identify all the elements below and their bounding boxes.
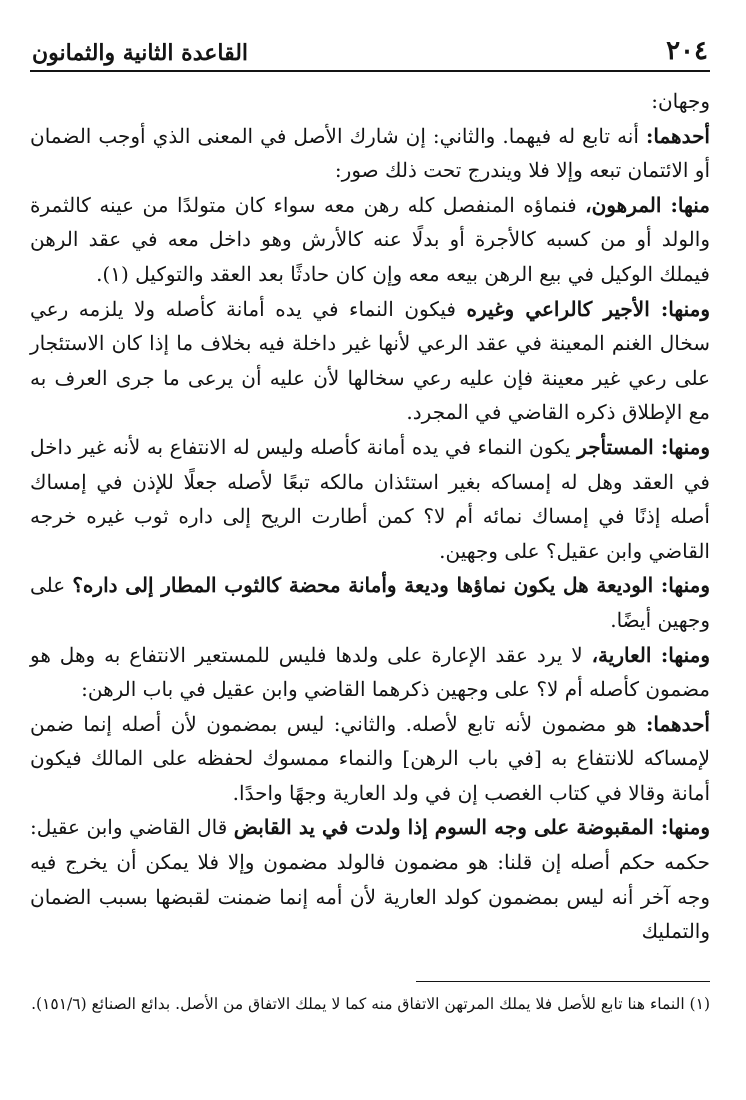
page-header <box>30 30 710 72</box>
paragraph-lead: أحدهما: <box>645 711 710 736</box>
paragraph <box>30 119 710 188</box>
paragraph-text: أنه تابع له فيهما. والثاني: إن شارك الأصل في المعنى الذي أوجب الضمان أو الائتمان تبعه وإلا فلا ويندرج تحت ذلك صور: <box>30 123 710 183</box>
paragraph-lead: ومنها: الوديعة هل يكون نماؤها وديعة وأمانة محضة كالثوب المطار إلى داره؟ <box>72 573 710 598</box>
paragraph-text: على وجهين أيضًا. <box>30 573 710 632</box>
paragraph-lead: ومنها: العارية، <box>591 642 711 667</box>
paragraph-lead: ومنها: المستأجر <box>577 434 710 459</box>
paragraph <box>30 84 710 119</box>
running-title: القاعدة الثانية والثمانون <box>32 40 249 66</box>
paragraph <box>30 188 710 292</box>
paragraph <box>30 568 710 637</box>
paragraph-lead: ومنها: الأجير كالراعي وغيره <box>466 296 710 321</box>
paragraph-text: يكون النماء في يده أمانة كأصله وليس له الانتفاع به لأنه غير داخل في العقد وهل له إمساكه بغير استئذان مالكه تبعًا لأصله جعلًا للإذن في إمساك أصله إذنًا في إمساك نمائه أم لا؟ كمن أطارت الريح إلى داره ثوب غيره خرجه القاضي وابن عقيل؟ على وجهين. <box>30 434 710 563</box>
paragraph-lead: ومنها: المقبوضة على وجه السوم إذا ولدت في يد القابض <box>233 815 711 840</box>
paragraph <box>30 638 710 707</box>
paragraph <box>30 810 710 948</box>
paragraph-text: لا يرد عقد الإعارة على ولدها فليس للمستعير الانتفاع به وهل هو مضمون كأصله أم لا؟ على وجهين ذكرهما القاضي وابن عقيل في باب الرهن: <box>30 642 710 702</box>
paragraph <box>30 292 710 430</box>
paragraph <box>30 430 710 568</box>
paragraph-lead: أحدهما: <box>645 123 710 148</box>
paragraph-text: قال القاضي وابن عقيل: حكمه حكم أصله إن قلنا: هو مضمون فالولد مضمون وإلا فلا يمكن أن يخرج فيه وجه آخر أنه ليس بمضمون كولد العارية لأن أمه إنما ضمنت لقبضها بسبب الضمان والتمليك <box>30 815 710 944</box>
paragraph-text: فيكون النماء في يده أمانة كأصله ولا يلزمه رعي سخال الغنم المعينة في عقد الرعي لأنها غير داخلة فيه بخلاف ما إذا كان الاستئجار على رعي غير معينة فإن عليه رعي سخالها لأن عليه أن يرعى ما جرى العرف به مع الإطلاق ذكره القاضي في المجرد. <box>30 296 710 425</box>
paragraph-text: فنماؤه المنفصل كله رهن معه سواء كان متولدًا من عينه كالثمرة والولد أو من كسبه كالأجرة أو بدلًا عنه كالأرش وهو داخل معه في عقد الرهن فيملك الوكيل في بيع الرهن بيعه معه وإن كان حادثًا بعد العقد والتوكيل (١). <box>30 192 710 286</box>
paragraph <box>30 707 710 811</box>
footnote-separator <box>416 981 710 982</box>
paragraph-text: وجهان: <box>651 89 710 113</box>
paragraph-text: هو مضمون لأنه تابع لأصله. والثاني: ليس بمضمون لأن أصله إنما ضمن لإمساكه للانتفاع به [في باب الرهن] والنماء ممسوك لحفظه على المالك فيكون أمانة وقالا في كتاب الغصب إن في ولد العارية وجهًا واحدًا. <box>30 711 710 805</box>
footnote: (١) النماء هنا تابع للأصل فلا يملك المرتهن الاتفاق منه كما لا يملك الاتفاق من الأصل. بدائع الصنائع (١٥١/٦). <box>31 995 710 1013</box>
body-text <box>30 84 710 949</box>
paragraph-lead: منها: المرهون، <box>585 192 710 217</box>
page-number: ٢٠٤ <box>666 36 708 66</box>
